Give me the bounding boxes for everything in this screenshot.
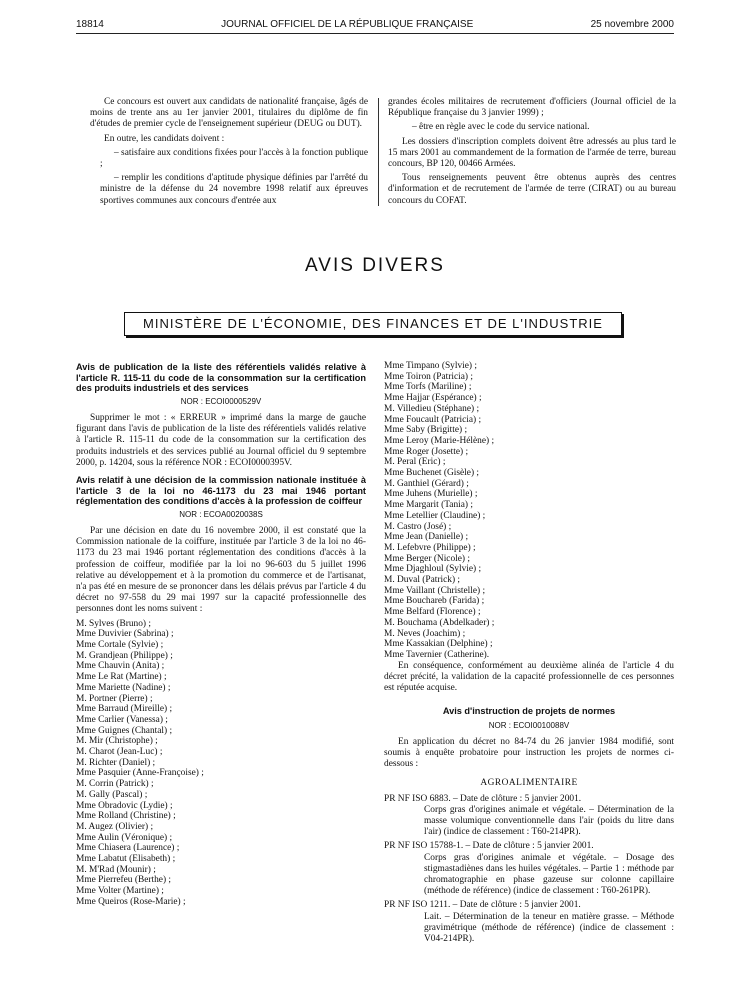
- page-header: [76, 19, 674, 30]
- list-item: Mme Tavernier (Catherine).: [384, 649, 490, 660]
- list-item: Mme Chiasera (Laurence) ;: [76, 843, 180, 854]
- list-item: Mme Guignes (Chantal) ;: [76, 725, 173, 736]
- list-item: Mme Pasquier (Anne-Françoise) ;: [76, 768, 204, 779]
- list-item: Mme Volter (Martine) ;: [76, 886, 164, 897]
- top-left-column: [90, 97, 368, 210]
- header-rule: [76, 33, 674, 34]
- list-item: Mme Hajjar (Espérance) ;: [384, 393, 482, 404]
- list-item: M. Neves (Joachim) ;: [384, 628, 466, 639]
- paragraph: Supprimer le mot : « ERREUR » imprimé dans la marge de gauche figurant dans l'avis de publication de la liste des référentiels validés relative à l'article R. 115-11 du code de la consommation sur la certification des produits industriels et des services publié au Journal officiel du 9 septembre 2000, p. 14204, sous la référence NOR : ECOI0000395V.: [76, 412, 366, 468]
- list-item: M. Mir (Christophe) ;: [76, 736, 158, 747]
- list-item: Mme Timpano (Sylvie) ;: [384, 361, 477, 371]
- norm-description: Corps gras d'origines animale et végétale. – Détermination de la masse volumique conventionnelle dans l'air (poids du litre dans l'air) (indice de classement : T60-214PR).: [424, 804, 674, 838]
- list-item: M. Sylves (Bruno) ;: [76, 618, 151, 629]
- column-divider: [378, 98, 379, 206]
- list-item: Mme Queiros (Rose-Marie) ;: [76, 896, 186, 907]
- list-item: M. Corrin (Patrick) ;: [76, 779, 154, 790]
- section-heading: AGROALIMENTAIRE: [480, 778, 578, 789]
- paragraph: Les dossiers d'inscription complets doivent être adressés au plus tard le 15 mars 2001 au commandement de la formation de l'armée de terre, bureau concours, BP 120, 00466 Armées.: [388, 136, 676, 170]
- nor-reference: NOR : ECOA0020038S: [179, 509, 263, 519]
- list-item: Mme Chauvin (Anita) ;: [76, 661, 165, 672]
- norm-entry: [384, 900, 674, 945]
- right-column: [384, 361, 674, 948]
- list-item: Mme Pierrefeu (Berthe) ;: [76, 875, 172, 886]
- avis-title: Avis relatif à une décision de la commission nationale instituée à l'article 3 de la loi no 46-1173 du 23 mai 1946 portant réglementation des conditions d'accès à la profession de coiffeur: [76, 475, 366, 507]
- list-item: Mme Juhens (Murielle) ;: [384, 489, 478, 500]
- paragraph: Par une décision en date du 16 novembre 2000, il est constaté que la Commission nationale de la coiffure, instituée par l'article 3 de la loi no 46-1173 du 23 mai 1946 portant réglementation des conditions d'accès à la profession de coiffeur, modifiée par la loi no 96-603 du 5 juillet 1996 relative au développement et à la promotion du commerce et de l'artisanat, n'a pas été en mesure de se prononcer dans les délais prévus par l'article 4 du décret no 97-558 du 29 mai 1997 sur la capacité professionnelle des personnes dont les noms suivent :: [76, 525, 366, 615]
- list-item: M. Grandjean (Philippe) ;: [76, 650, 173, 661]
- list-item: Mme Jean (Danielle) ;: [384, 532, 469, 543]
- list-item: Mme Labatut (Elisabeth) ;: [76, 854, 176, 865]
- norm-reference: PR NF ISO 1211. – Date de clôture : 5 janvier 2001.: [384, 900, 581, 911]
- list-item: Mme Leroy (Marie-Hélène) ;: [384, 435, 495, 446]
- paragraph: Tous renseignements peuvent être obtenus auprès des centres d'information et de recrutement de l'armée de terre (CIRAT) ou au bureau concours du COFAT.: [388, 173, 676, 206]
- list-item: Mme Foucault (Patricia) ;: [384, 414, 482, 425]
- list-item: M. Gally (Pascal) ;: [76, 789, 148, 800]
- journal-title: JOURNAL OFFICIEL DE LA RÉPUBLIQUE FRANÇAISE: [221, 19, 474, 30]
- paragraph: Ce concours est ouvert aux candidats de nationalité française, âgés de moins de trente ans au 1er janvier 2001, titulaires du diplôme de fin d'études de premier cycle de l'enseignement supérieur (DEUG ou DUT).: [90, 97, 368, 130]
- list-item: Mme Buchenet (Gisèle) ;: [384, 468, 480, 479]
- norm-entry: [384, 841, 674, 897]
- paragraph: En application du décret no 84-74 du 26 janvier 1984 modifié, sont soumis à enquête probatoire pour instruction les projets de normes ci-dessous :: [384, 736, 674, 770]
- paragraph: En conséquence, conformément au deuxième alinéa de l'article 4 du décret précité, la validation de la capacité professionnelle de ces personnes est réputée acquise.: [384, 660, 674, 694]
- list-item: Mme Le Rat (Martine) ;: [76, 672, 167, 683]
- list-item: Mme Saby (Brigitte) ;: [384, 425, 468, 436]
- list-item: M. Lefebvre (Philippe) ;: [384, 542, 476, 553]
- list-item: M. Bouchama (Abdelkader) ;: [384, 617, 495, 628]
- list-item: Mme Torfs (Mariline) ;: [384, 382, 472, 393]
- norm-description: Corps gras d'origines animale et végétale. – Dosage des stigmastadiènes dans les huiles végétales. – Partie 1 : méthode par chromatographie en phase gazeuse sur colonne capillaire (méthode de référence) (indice de classement : T60-261PR).: [424, 852, 674, 897]
- list-item: M. Villedieu (Stéphane) ;: [384, 403, 480, 414]
- left-column: [76, 356, 366, 908]
- list-item: M. Charot (Jean-Luc) ;: [76, 747, 163, 758]
- list-item: M. Portner (Pierre) ;: [76, 693, 153, 704]
- list-item: M. Duval (Patrick) ;: [384, 575, 461, 586]
- list-item: Mme Cortale (Sylvie) ;: [76, 640, 164, 651]
- list-item: Mme Belfard (Florence) ;: [384, 607, 481, 618]
- list-item: Mme Letellier (Claudine) ;: [384, 510, 486, 521]
- list-item: Mme Djaghloul (Sylvie) ;: [384, 564, 482, 575]
- list-item: Mme Margarit (Tania) ;: [384, 500, 473, 511]
- list-item: Mme Aulin (Véronique) ;: [76, 832, 173, 843]
- list-item: M. Castro (José) ;: [384, 521, 452, 532]
- list-item: Mme Kassakian (Delphine) ;: [384, 639, 493, 650]
- list-item: Mme Obradovic (Lydie) ;: [76, 800, 173, 811]
- list-item: M. Ganthiel (Gérard) ;: [384, 478, 469, 489]
- list-item: – satisfaire aux conditions fixées pour l'accès à la fonction publique ;: [100, 147, 368, 170]
- list-item: M. Peral (Eric) ;: [384, 457, 446, 468]
- list-item: Mme Duvivier (Sabrina) ;: [76, 629, 174, 640]
- top-right-column: [388, 97, 676, 210]
- list-item: Mme Roger (Josette) ;: [384, 446, 469, 457]
- list-item: Mme Rolland (Christine) ;: [76, 811, 176, 822]
- issue-date: 25 novembre 2000: [590, 19, 674, 30]
- list-item: – remplir les conditions d'aptitude physique définies par l'arrêté du ministre de la défense du 24 novembre 1998 relatif aux épreuves sportives communes aux concours d'entrée aux: [100, 173, 368, 206]
- list-item: M. M'Rad (Mounir) ;: [76, 864, 156, 875]
- norm-reference: PR NF ISO 15788-1. – Date de clôture : 5 janvier 2001.: [384, 841, 594, 852]
- norm-description: Lait. – Détermination de la teneur en matière grasse. – Méthode gravimétrique (méthode de référence) (indice de classement : V04-214PR).: [424, 911, 674, 944]
- avis-title: Avis de publication de la liste des référentiels validés relative à l'article R. 115-11 du code de la consommation sur la certification des produits industriels et des services: [76, 362, 366, 394]
- list-item: Mme Barraud (Mireille) ;: [76, 704, 173, 715]
- list-item: – être en règle avec le code du service national.: [412, 122, 590, 133]
- norm-reference: PR NF ISO 6883. – Date de clôture : 5 janvier 2001.: [384, 793, 582, 804]
- paragraph: En outre, les candidats doivent :: [104, 133, 225, 144]
- list-item: M. Augez (Olivier) ;: [76, 821, 154, 832]
- list-item: Mme Bouchareb (Farida) ;: [384, 596, 485, 607]
- norm-entry: [384, 794, 674, 839]
- ministry-banner: MINISTÈRE DE L'ÉCONOMIE, DES FINANCES ET DE L'INDUSTRIE: [124, 312, 622, 336]
- page-number: 18814: [76, 19, 104, 30]
- list-item: Mme Toiron (Patricia) ;: [384, 371, 473, 382]
- paragraph: grandes écoles militaires de recrutement d'officiers (Journal officiel de la République française du 3 janvier 1999) ;: [388, 97, 676, 119]
- nor-reference: NOR : ECOI0000529V: [180, 396, 262, 406]
- nor-reference: NOR : ECOI0010088V: [488, 720, 570, 730]
- list-item: M. Richter (Daniel) ;: [76, 757, 156, 768]
- names-list-left: [76, 619, 366, 908]
- names-list-right: [384, 361, 674, 661]
- section-title: AVIS DIVERS: [305, 255, 445, 276]
- list-item: Mme Carlier (Vanessa) ;: [76, 714, 168, 725]
- list-item: Mme Mariette (Nadine) ;: [76, 682, 171, 693]
- list-item: Mme Berger (Nicole) ;: [384, 553, 470, 564]
- list-item: Mme Vaillant (Christelle) ;: [384, 585, 486, 596]
- avis-title: Avis d'instruction de projets de normes: [442, 706, 616, 717]
